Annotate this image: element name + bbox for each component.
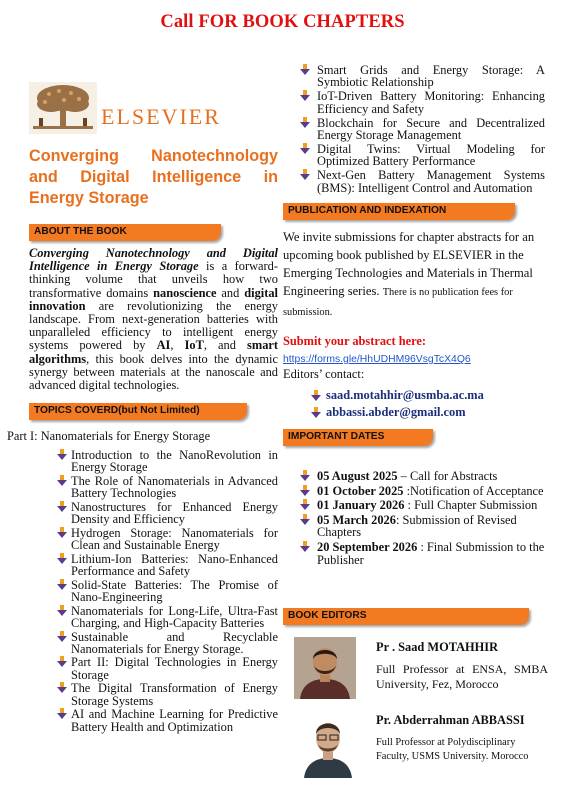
date-item: 20 September 2026 : Final Submission to the Publisher bbox=[300, 541, 545, 566]
list-item: Hydrogen Storage: Nanomaterials for Clean and Sustainable Energy bbox=[57, 527, 278, 551]
right-column bbox=[283, 64, 545, 568]
arrow-down-icon bbox=[300, 143, 310, 154]
arrow-down-icon bbox=[57, 631, 67, 642]
editor-name-2: Pr. Abderrahman ABBASSI bbox=[376, 713, 525, 727]
email-item[interactable]: abbassi.abder@gmail.com bbox=[311, 405, 545, 420]
list-item: Digital Twins: Virtual Modeling for Optimized Battery Performance bbox=[300, 143, 545, 168]
list-item: Solid-State Batteries: The Promise of Nano-Engineering bbox=[57, 579, 278, 603]
book-title: Converging Nanotechnology and Digital Intelligence in Energy Storage bbox=[29, 147, 278, 207]
arrow-down-icon bbox=[300, 169, 310, 180]
editors-contact-label: Editors’ contact: bbox=[283, 367, 365, 382]
arrow-down-icon bbox=[57, 656, 67, 667]
arrow-down-icon bbox=[57, 501, 67, 512]
left-column bbox=[7, 76, 279, 734]
arrow-down-icon bbox=[57, 579, 67, 590]
arrow-down-icon bbox=[300, 64, 310, 75]
editor-affiliation-2: Full Professor at Polydisciplinary Faculty, USMS University. Morocco bbox=[376, 737, 529, 762]
list-item: Nanomaterials for Long-Life, Ultra-Fast Charging, and High-Capacity Batteries bbox=[57, 605, 278, 629]
about-text: Converging Nanotechnology and Digital Intelligence in Energy Storage is a forward-thinking volume that unveils how two transformative domains nanoscience and digital innovation are revolutionizing the energy landscape. From next-generation batteries with unparalleled efficiency to intelligent energy systems powered by AI, IoT, and smart algorithms, this book delves into the dynamic synergy between materials at the nanoscale and advanced digital technologies. bbox=[29, 246, 279, 393]
editor-photo-1 bbox=[294, 637, 356, 699]
list-item: Nanostructures for Enhanced Energy Density and Efficiency bbox=[57, 501, 278, 525]
list-item: Introduction to the NanoRevolution in Energy Storage bbox=[57, 449, 278, 473]
arrow-down-icon bbox=[57, 605, 67, 616]
arrow-down-icon bbox=[311, 390, 321, 401]
arrow-down-icon bbox=[57, 527, 67, 538]
elsevier-tree-icon bbox=[29, 82, 97, 134]
arrow-down-icon bbox=[311, 407, 321, 418]
publication-heading: PUBLICATION AND INDEXATION bbox=[283, 203, 545, 220]
publication-text: We invite submissions for chapter abstracts for an upcoming book published by ELSEVIER in the Emerging Technologies and Materials in Thermal Engineering series. There is no publication fees for submission. bbox=[283, 230, 535, 319]
part1-label: Part I: Nanomaterials for Energy Storage bbox=[7, 429, 211, 444]
arrow-down-icon bbox=[300, 90, 310, 101]
list-item: AI and Machine Learning for Predictive Battery Health and Optimization bbox=[57, 708, 278, 732]
list-item: IoT-Driven Battery Monitoring: Enhancing Efficiency and Safety bbox=[300, 90, 545, 115]
editor-affiliation-1: Full Professor at ENSA, SMBA University, Fez, Morocco bbox=[376, 662, 548, 691]
topics-list-left bbox=[29, 449, 278, 732]
page-title: Call FOR BOOK CHAPTERS bbox=[160, 12, 405, 32]
list-item: Sustainable and Recyclable Nanomaterials for Energy Storage. bbox=[57, 631, 278, 655]
date-item: 05 August 2025 – Call for Abstracts bbox=[300, 470, 545, 483]
submission-link[interactable]: https://forms.gle/HhUDHM96VsgTcX4Q6 bbox=[283, 354, 471, 366]
arrow-down-icon bbox=[300, 485, 310, 496]
arrow-down-icon bbox=[300, 541, 310, 552]
dates-heading: IMPORTANT DATES bbox=[283, 429, 545, 446]
arrow-down-icon bbox=[300, 117, 310, 128]
topics-list-right bbox=[283, 64, 545, 194]
arrow-down-icon bbox=[300, 499, 310, 510]
list-item: The Digital Transformation of Energy Storage Systems bbox=[57, 682, 278, 706]
arrow-down-icon bbox=[57, 682, 67, 693]
editor-name-1: Pr . Saad MOTAHHIR bbox=[376, 640, 499, 654]
arrow-down-icon bbox=[300, 470, 310, 481]
date-item: 01 October 2025 :Notification of Acceptance bbox=[300, 485, 545, 498]
arrow-down-icon bbox=[57, 708, 67, 719]
arrow-down-icon bbox=[57, 449, 67, 460]
list-item: The Role of Nanomaterials in Advanced Battery Technologies bbox=[57, 475, 278, 499]
about-heading: ABOUT THE BOOK bbox=[29, 224, 278, 241]
topics-heading: TOPICS COVERD(but Not Limited) bbox=[29, 403, 278, 420]
list-item: Smart Grids and Energy Storage: A Symbiotic Relationship bbox=[300, 64, 545, 89]
arrow-down-icon bbox=[57, 475, 67, 486]
list-item: Lithium-Ion Batteries: Nano-Enhanced Performance and Safety bbox=[57, 553, 278, 577]
list-item: Blockchain for Secure and Decentralized Energy Storage Management bbox=[300, 117, 545, 142]
dates-list bbox=[283, 470, 545, 566]
email-list bbox=[283, 388, 545, 420]
email-item[interactable]: saad.motahhir@usmba.ac.ma bbox=[311, 388, 545, 403]
publisher-name: ELSEVIER bbox=[101, 104, 221, 129]
editors-heading: BOOK EDITORS bbox=[283, 608, 545, 625]
arrow-down-icon bbox=[300, 514, 310, 525]
date-item: 01 January 2026 : Full Chapter Submission bbox=[300, 499, 545, 512]
submit-label: Submit your abstract here: bbox=[283, 334, 427, 349]
publisher-logo bbox=[29, 76, 278, 134]
editor-photo-2 bbox=[300, 712, 356, 778]
list-item: Next-Gen Battery Management Systems (BMS): Intelligent Control and Automation bbox=[300, 169, 545, 194]
list-item: Part II: Digital Technologies in Energy Storage bbox=[57, 656, 278, 680]
arrow-down-icon bbox=[57, 553, 67, 564]
date-item: 05 March 2026: Submission of Revised Chapters bbox=[300, 514, 545, 539]
